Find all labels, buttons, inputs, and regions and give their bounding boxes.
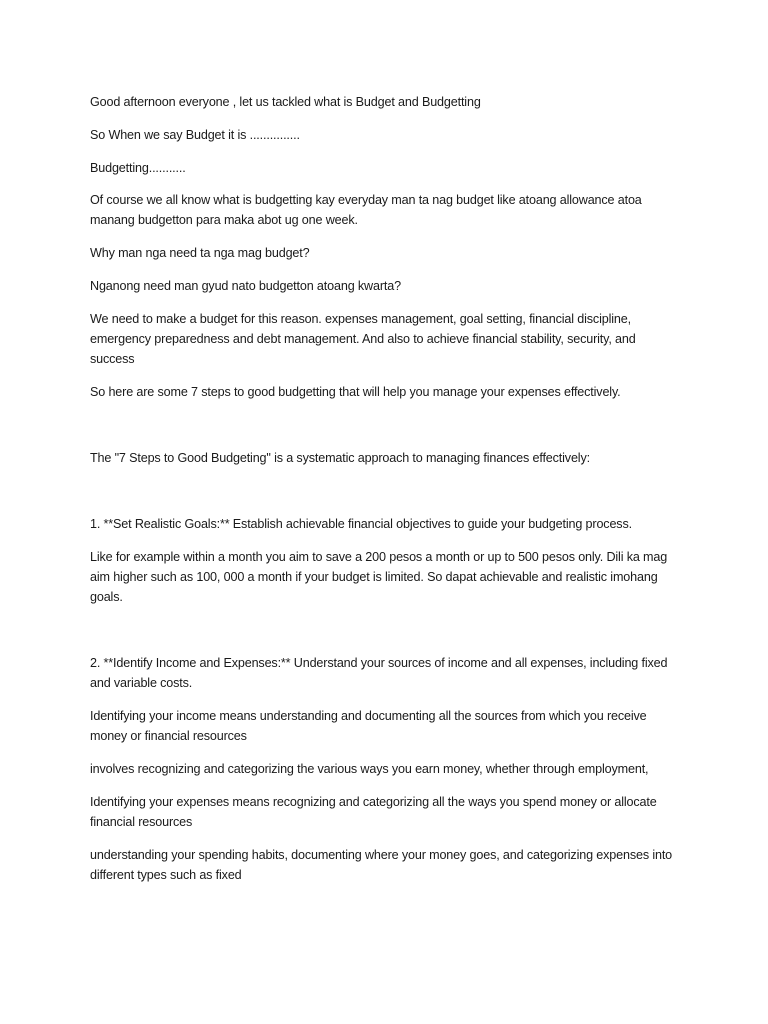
paragraph-step-1: 1. **Set Realistic Goals:** Establish achievable financial objectives to guide your budgeting process.: [90, 517, 632, 531]
paragraph-step-1-example: Like for example within a month you aim to save a 200 pesos a month or up to 500 pesos only. Dili ka mag aim higher such as 100, 000 a month if your budget is limited. So dapat achievable and realistic imohang goals.: [90, 550, 668, 604]
paragraph-income-ways: involves recognizing and categorizing the various ways you earn money, whether through employment,: [90, 762, 649, 776]
paragraph-seven-steps-definition: The "7 Steps to Good Budgeting" is a systematic approach to managing finances effectively:: [90, 451, 590, 465]
paragraph-everyday-budget: Of course we all know what is budgetting kay everyday man ta nag budget like atoang allowance atoa manang budgetton para maka abot ug one week.: [90, 193, 642, 227]
paragraph-why-budget-money: Nganong need man gyud nato budgetton atoang kwarta?: [90, 279, 401, 293]
paragraph-budgetting: Budgetting...........: [90, 161, 186, 175]
paragraph-step-2: 2. **Identify Income and Expenses:** Understand your sources of income and all expenses, including fixed and variable costs.: [90, 656, 668, 690]
paragraph-spending-habits: understanding your spending habits, documenting where your money goes, and categorizing expenses into different types such as fixed: [90, 848, 673, 882]
paragraph-reasons: We need to make a budget for this reason. expenses management, goal setting, financial discipline, emergency preparedness and debt management. And also to achieve financial stability, security, and success: [90, 312, 636, 366]
paragraph-identify-income: Identifying your income means understanding and documenting all the sources from which you receive money or financial resources: [90, 709, 647, 743]
paragraph-budget-definition: So When we say Budget it is ...............: [90, 128, 300, 142]
paragraph-greeting: Good afternoon everyone , let us tackled what is Budget and Budgetting: [90, 95, 481, 109]
paragraph-seven-steps-intro: So here are some 7 steps to good budgetting that will help you manage your expenses effectively.: [90, 385, 621, 399]
paragraph-why-budget: Why man nga need ta nga mag budget?: [90, 246, 310, 260]
paragraph-identify-expenses: Identifying your expenses means recognizing and categorizing all the ways you spend money or allocate financial resources: [90, 795, 657, 829]
